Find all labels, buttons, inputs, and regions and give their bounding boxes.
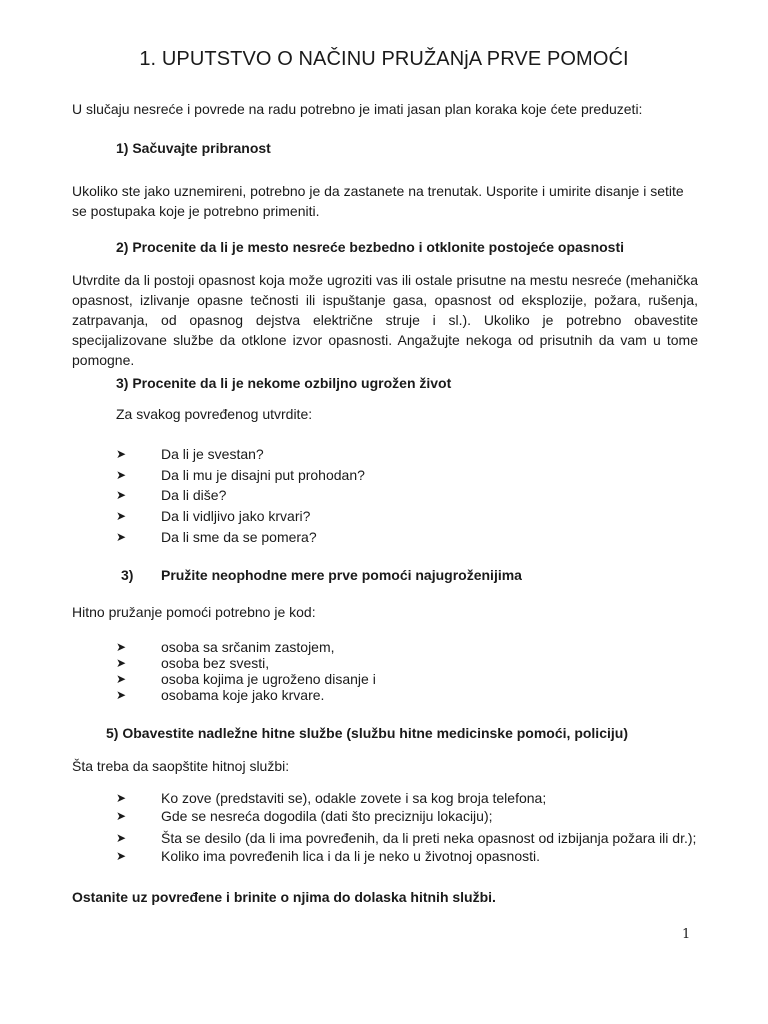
section-4-text: Hitno pružanje pomoći potrebno je kod: xyxy=(72,604,316,620)
intro-paragraph: U slučaju nesreće i povrede na radu potrebno je imati jasan plan koraka koje ćete preduzeti: xyxy=(72,101,643,117)
section-5-heading: 5) Obavestite nadležne hitne službe (službu hitne medicinske pomoći, policiju) xyxy=(106,725,628,741)
section-1-heading: 1) Sačuvajte pribranost xyxy=(116,140,271,156)
list-item: ➤ Da li diše? xyxy=(116,487,227,504)
section-2-heading: 2) Procenite da li je mesto nesreće bezbedno i otklonite postojeće opasnosti xyxy=(116,239,625,255)
section-4-number: 3) xyxy=(121,567,134,583)
section-5-text: Šta treba da saopštite hitnoj službi: xyxy=(72,758,290,774)
section-5-list xyxy=(116,790,696,866)
page-number: 1 xyxy=(682,927,691,942)
arrowhead-bullet-icon: ➤ xyxy=(116,831,127,845)
list-item: ➤ Gde se nesreća dogodila (dati što precizniju lokaciju); xyxy=(116,808,493,824)
arrowhead-bullet-icon: ➤ xyxy=(116,656,127,670)
arrowhead-bullet-icon: ➤ xyxy=(116,672,127,686)
list-item: ➤ Koliko ima povređenih lica i da li je neko u životnoj opasnosti. xyxy=(116,848,540,864)
list-item: ➤ Da li mu je disajni put prohodan? xyxy=(116,466,365,483)
section-3-text: Za svakog povređenog utvrdite: xyxy=(116,406,313,422)
arrowhead-bullet-icon: ➤ xyxy=(116,640,127,654)
list-item: ➤ osoba bez svesti, xyxy=(116,655,270,671)
arrowhead-bullet-icon: ➤ xyxy=(116,688,127,702)
arrowhead-bullet-icon: ➤ xyxy=(116,849,127,863)
list-item: ➤ osoba kojima je ugroženo disanje i xyxy=(116,671,376,687)
section-3-list xyxy=(116,444,365,547)
arrowhead-bullet-icon: ➤ xyxy=(116,488,127,503)
list-item: ➤ Da li sme da se pomera? xyxy=(116,528,317,545)
arrowhead-bullet-icon: ➤ xyxy=(116,467,127,482)
arrowhead-bullet-icon: ➤ xyxy=(116,509,127,524)
arrowhead-bullet-icon: ➤ xyxy=(116,447,127,461)
section-4-heading: Pružite neophodne mere prve pomoći najugroženijima xyxy=(161,567,522,583)
list-item: ➤ osobama koje jako krvare. xyxy=(116,687,325,703)
arrowhead-bullet-icon: ➤ xyxy=(116,809,127,823)
list-item: ➤ Šta se desilo (da li ima povređenih, da li preti neka opasnost od izbijanja požara ili dr.); xyxy=(116,830,697,846)
list-item: ➤ Da li vidljivo jako krvari? xyxy=(116,508,311,525)
section-3-heading: 3) Procenite da li je nekome ozbiljno ugrožen život xyxy=(116,375,452,391)
list-item: ➤ Ko zove (predstaviti se), odakle zovete i sa kog broja telefona; xyxy=(116,790,547,806)
closing-note: Ostanite uz povređene i brinite o njima do dolaska hitnih službi. xyxy=(72,889,496,905)
arrowhead-bullet-icon: ➤ xyxy=(116,529,127,544)
arrowhead-bullet-icon: ➤ xyxy=(116,791,127,805)
section-2-text: Utvrdite da li postoji opasnost koja može ugroziti vas ili ostale prisutne na mestu nesreće (mehanička opasnost, izlivanje opasne tečnosti ili ispuštanje gasa, opasnost od eksplozije, požara, rušenja, zatrpavanja, od opasnog dejstva električne struje i sl.). Ukoliko je potrebno obavestite specijalizovane službe da otklone izvor opasnosti. Angažujte nekoga od prisutnih da vam u tome pomogne. xyxy=(72,272,698,368)
list-item: ➤ osoba sa srčanim zastojem, xyxy=(116,639,335,655)
document-title: 1. UPUTSTVO O NAČINU PRUŽANjA PRVE POMOĆI xyxy=(139,48,629,70)
section-4-list xyxy=(116,639,376,703)
section-1-text: Ukoliko ste jako uznemireni, potrebno je da zastanete na trenutak. Usporite i umirite disanje i setite se postupaka koje je potrebno primeniti. xyxy=(72,183,684,219)
list-item: ➤ Da li je svestan? xyxy=(116,446,264,462)
